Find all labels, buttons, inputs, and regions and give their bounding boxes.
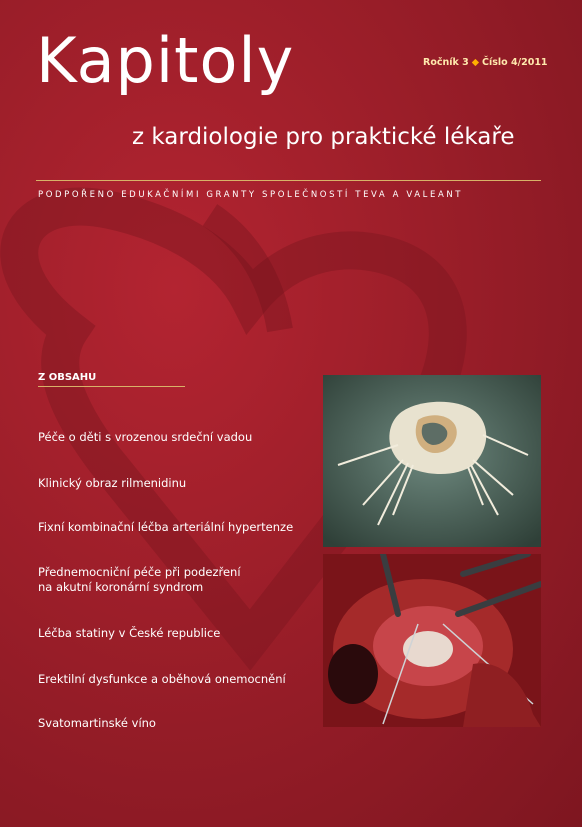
grants-line: PODPOŘENO EDUKAČNÍMI GRANTY SPOLEČNOSTÍ TEVA A VALEANT (38, 190, 464, 200)
volume-label: Ročník 3 (423, 57, 469, 68)
valve-photo (323, 375, 541, 547)
toc-item: Erektilní dysfunkce a oběhová onemocnění (38, 672, 286, 686)
header-divider (36, 180, 541, 181)
toc-item: Svatomartinské víno (38, 716, 156, 730)
toc-item: Klinický obraz rilmenidinu (38, 476, 187, 490)
magazine-title: Kapitoly (36, 24, 295, 97)
surgery-photo (323, 554, 541, 727)
issue-number: Číslo 4/2011 (482, 57, 548, 68)
diamond-icon: ◆ (471, 57, 480, 68)
magazine-subtitle: z kardiologie pro praktické lékaře (132, 124, 515, 150)
issue-info (423, 57, 548, 68)
toc-heading: Z OBSAHU (38, 372, 97, 383)
toc-item: Přednemocniční péče při podezření na akutní koronární syndrom (38, 565, 241, 594)
toc-divider (38, 386, 185, 387)
toc-item: Fixní kombinační léčba arteriální hypertenze (38, 520, 294, 534)
toc-item: Péče o děti s vrozenou srdeční vadou (38, 430, 253, 444)
toc-item: Léčba statiny v České republice (38, 626, 221, 640)
